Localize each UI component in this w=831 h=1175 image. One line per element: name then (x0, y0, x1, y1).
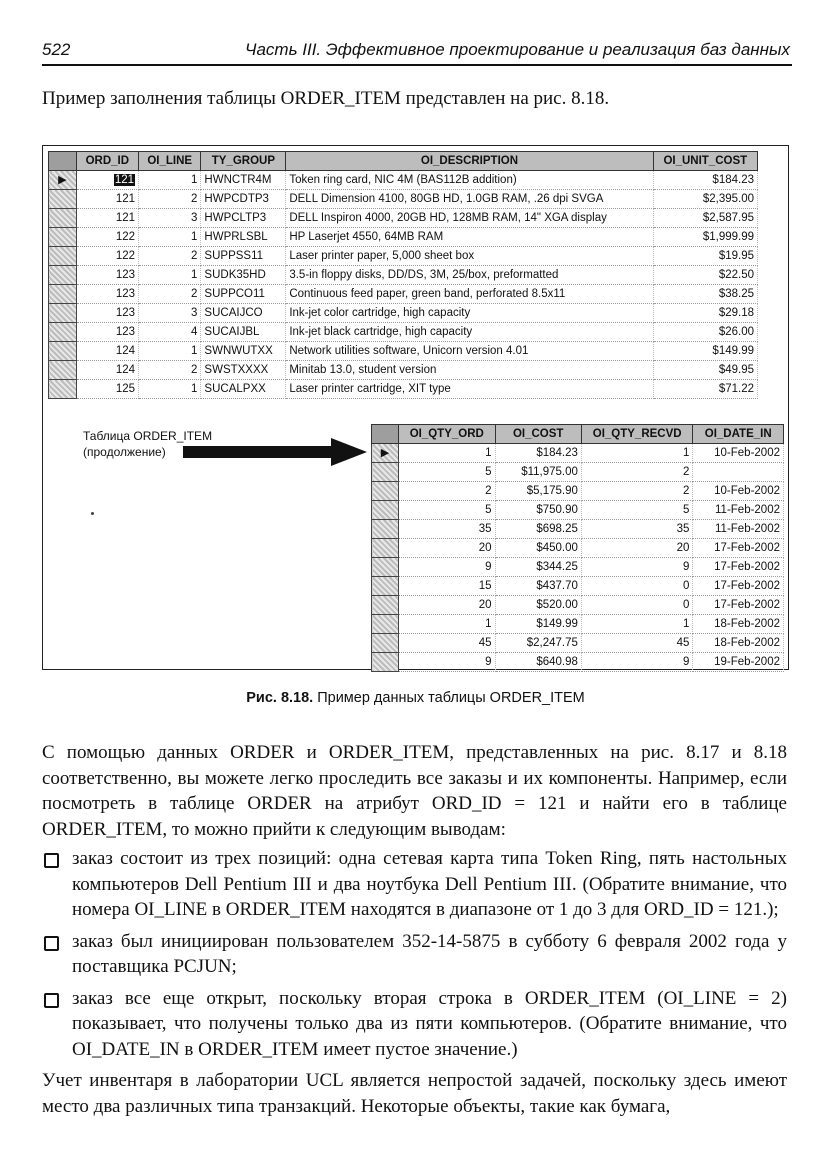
table-cell[interactable]: 19-Feb-2002 (693, 653, 784, 672)
table-cell[interactable]: 123 (76, 323, 138, 342)
page-number: 522 (42, 40, 71, 59)
row-selector[interactable] (49, 361, 77, 380)
table-cell[interactable]: $437.70 (495, 577, 581, 596)
table-cell[interactable]: 35 (399, 520, 496, 539)
table-cell[interactable]: HWPCLTP3 (201, 209, 286, 228)
table-cell[interactable]: 11-Feb-2002 (693, 520, 784, 539)
table-header-row (372, 425, 784, 444)
table-row[interactable] (372, 444, 784, 463)
table-cell[interactable]: 124 (76, 361, 138, 380)
table-cell[interactable]: HWNCTR4M (201, 171, 286, 190)
table-cell[interactable]: 20 (399, 596, 496, 615)
table-cell[interactable]: $750.90 (495, 501, 581, 520)
table-cell[interactable]: 2 (581, 463, 693, 482)
row-selector[interactable] (49, 380, 77, 399)
table-cell[interactable]: 2 (139, 285, 201, 304)
paragraph: Учет инвентаря в лаборатории UCL является непростой задачей, поскольку здесь имеют место два различных типа транзакций. Некоторые объекты, такие как бумага, (42, 1070, 787, 1117)
table-row[interactable] (49, 266, 758, 285)
row-selector[interactable] (49, 323, 77, 342)
order-item-continued-table (371, 424, 784, 672)
row-selector[interactable] (372, 501, 399, 520)
table-row[interactable] (49, 380, 758, 399)
table-cell[interactable] (693, 463, 784, 482)
table-cell[interactable]: SUCALPXX (201, 380, 286, 399)
table-cell[interactable]: $5,175.90 (495, 482, 581, 501)
figure-caption (0, 690, 831, 706)
table-cell[interactable]: 121 (76, 171, 138, 190)
table-cell[interactable]: 9 (399, 558, 496, 577)
table-cell[interactable]: Ink-jet color cartridge, high capacity (286, 304, 653, 323)
table-cell[interactable]: 1 (399, 615, 496, 634)
row-selector[interactable] (372, 596, 399, 615)
row-selector[interactable] (49, 285, 77, 304)
table-row[interactable] (372, 501, 784, 520)
column-header[interactable]: OI_COST (495, 425, 581, 444)
table-cell[interactable]: 3.5-in floppy disks, DD/DS, 3M, 25/box, preformatted (286, 266, 653, 285)
page-header (42, 38, 792, 66)
row-selector[interactable] (49, 190, 77, 209)
list-item-text: заказ состоит из трех позиций: одна сетевая карта типа Token Ring, пять настольных компьютеров Dell Pentium III и два ноутбука Dell Pentium III. (Обратите внимание, что номера OI_LINE в ORDER_ITEM находятся в диапазоне от 1 до 3 для ORD_ID = 121.); (72, 848, 787, 920)
table-cell[interactable]: $184.23 (653, 171, 757, 190)
table-row[interactable] (372, 634, 784, 653)
row-selector[interactable]: ▶ (372, 444, 399, 463)
paragraph: С помощью данных ORDER и ORDER_ITEM, представленных на рис. 8.17 и 8.18 соответственно, вы можете легко проследить все заказы и их компоненты. Например, если посмотреть в таблице ORDER на атрибут ORD_ID = 121 и найти его в таблице ORDER_ITEM, то можно прийти к следующим выводам: (42, 742, 787, 840)
order-item-table (48, 151, 758, 399)
table-cell[interactable]: 18-Feb-2002 (693, 615, 784, 634)
table-cell[interactable]: 15 (399, 577, 496, 596)
row-selector[interactable] (372, 653, 399, 672)
column-header[interactable]: OI_UNIT_COST (653, 152, 757, 171)
table-cell[interactable]: $49.95 (653, 361, 757, 380)
table-cell[interactable]: 18-Feb-2002 (693, 634, 784, 653)
table-cell[interactable]: $26.00 (653, 323, 757, 342)
table-cell[interactable]: 125 (76, 380, 138, 399)
row-selector[interactable] (372, 558, 399, 577)
table-cell[interactable]: Token ring card, NIC 4M (BAS112B addition) (286, 171, 653, 190)
table-cell[interactable]: 1 (581, 444, 693, 463)
table-cell[interactable]: 1 (139, 228, 201, 247)
dot-mark (91, 512, 94, 515)
table-row[interactable] (372, 539, 784, 558)
caption-label: Рис. 8.18. (246, 690, 314, 706)
row-selector[interactable]: ▶ (49, 171, 77, 190)
table-row[interactable] (372, 577, 784, 596)
table-cell[interactable]: $520.00 (495, 596, 581, 615)
table-row[interactable] (49, 323, 758, 342)
row-selector[interactable] (49, 266, 77, 285)
row-selector[interactable] (372, 615, 399, 634)
table-cell[interactable]: 0 (581, 577, 693, 596)
arrow-shaft (183, 446, 333, 458)
table-cell[interactable]: Continuous feed paper, green band, perforated 8.5x11 (286, 285, 653, 304)
table-row[interactable] (49, 285, 758, 304)
table-cell[interactable]: 1 (139, 171, 201, 190)
running-title: Часть III. Эффективное проектирование и реализация баз данных (245, 40, 790, 59)
table-cell[interactable]: 123 (76, 304, 138, 323)
column-header[interactable]: OI_DATE_IN (693, 425, 784, 444)
table-cell[interactable]: 5 (581, 501, 693, 520)
table-cell[interactable]: 1 (581, 615, 693, 634)
row-selector[interactable] (372, 539, 399, 558)
arrow-label-line-2: (продолжение) (83, 445, 166, 459)
table-cell[interactable]: SUCAIJCO (201, 304, 286, 323)
table-cell[interactable]: 9 (581, 653, 693, 672)
table-row[interactable] (49, 209, 758, 228)
table-cell[interactable]: 45 (399, 634, 496, 653)
table-cell[interactable]: HWPCDTP3 (201, 190, 286, 209)
column-header[interactable]: OI_QTY_RECVD (581, 425, 693, 444)
table-cell[interactable]: 20 (399, 539, 496, 558)
row-selector-corner[interactable] (372, 425, 399, 444)
table-cell[interactable]: 17-Feb-2002 (693, 577, 784, 596)
table-cell[interactable]: 5 (399, 501, 496, 520)
checkbox-bullet-icon (44, 936, 59, 951)
table-row[interactable] (49, 247, 758, 266)
table-cell[interactable]: 35 (581, 520, 693, 539)
list-item (42, 846, 787, 923)
table-cell[interactable]: 124 (76, 342, 138, 361)
row-selector[interactable] (372, 634, 399, 653)
table-cell[interactable]: $29.18 (653, 304, 757, 323)
table-row[interactable] (49, 171, 758, 190)
table-cell[interactable]: 17-Feb-2002 (693, 539, 784, 558)
arrow-right-icon (331, 438, 367, 466)
table-cell[interactable]: $698.25 (495, 520, 581, 539)
body-text (42, 740, 787, 1119)
table-row[interactable] (372, 463, 784, 482)
table-row[interactable] (372, 596, 784, 615)
table-cell[interactable]: SUDK35HD (201, 266, 286, 285)
table-header-row (49, 152, 758, 171)
column-header[interactable]: ORD_ID (76, 152, 138, 171)
table-cell[interactable]: Laser printer paper, 5,000 sheet box (286, 247, 653, 266)
table-cell[interactable]: 17-Feb-2002 (693, 558, 784, 577)
table-row[interactable] (372, 520, 784, 539)
table-cell[interactable]: Ink-jet black cartridge, high capacity (286, 323, 653, 342)
column-header[interactable]: OI_DESCRIPTION (286, 152, 653, 171)
table-cell[interactable]: 5 (399, 463, 496, 482)
table-cell[interactable]: $1,999.99 (653, 228, 757, 247)
table-cell[interactable]: 121 (76, 209, 138, 228)
row-selector[interactable] (372, 520, 399, 539)
table-cell[interactable]: SWNWUTXX (201, 342, 286, 361)
table-cell[interactable]: $2,247.75 (495, 634, 581, 653)
list-item (42, 929, 787, 980)
table-cell[interactable]: 9 (581, 558, 693, 577)
row-selector[interactable] (49, 228, 77, 247)
table-cell[interactable]: 9 (399, 653, 496, 672)
row-selector[interactable] (49, 209, 77, 228)
table-cell[interactable]: $640.98 (495, 653, 581, 672)
table-cell[interactable]: 20 (581, 539, 693, 558)
table-row[interactable] (49, 304, 758, 323)
row-selector[interactable] (372, 577, 399, 596)
table-cell[interactable]: Network utilities software, Unicorn version 4.01 (286, 342, 653, 361)
table-cell[interactable]: $2,395.00 (653, 190, 757, 209)
figure-8-18 (42, 145, 789, 670)
table-cell[interactable]: 123 (76, 285, 138, 304)
table-row[interactable] (372, 615, 784, 634)
table-cell[interactable]: $149.99 (653, 342, 757, 361)
list-item (42, 986, 787, 1063)
table-row[interactable] (49, 342, 758, 361)
table-cell[interactable]: $184.23 (495, 444, 581, 463)
table-cell[interactable]: 45 (581, 634, 693, 653)
table-cell[interactable]: 17-Feb-2002 (693, 596, 784, 615)
table-row[interactable] (49, 228, 758, 247)
bullet-list (42, 846, 787, 1062)
table-cell[interactable]: 10-Feb-2002 (693, 482, 784, 501)
table-cell[interactable]: 2 (139, 190, 201, 209)
table-cell[interactable]: $38.25 (653, 285, 757, 304)
table-cell[interactable]: SUPPCO11 (201, 285, 286, 304)
table-cell[interactable]: SUPPSS11 (201, 247, 286, 266)
list-item-text: заказ был инициирован пользователем 352-14-5875 в субботу 6 февраля 2002 года у поставщика PCJUN; (72, 930, 787, 977)
row-selector[interactable] (372, 463, 399, 482)
checkbox-bullet-icon (44, 853, 59, 868)
table-cell[interactable]: HP Laserjet 4550, 64MB RAM (286, 228, 653, 247)
table-cell[interactable]: 121 (76, 190, 138, 209)
table-cell[interactable]: 4 (139, 323, 201, 342)
table-cell[interactable]: $2,587.95 (653, 209, 757, 228)
table-cell[interactable]: SUCAIJBL (201, 323, 286, 342)
table-cell[interactable]: 11-Feb-2002 (693, 501, 784, 520)
table-cell[interactable]: 10-Feb-2002 (693, 444, 784, 463)
table-cell[interactable]: $22.50 (653, 266, 757, 285)
table-cell[interactable]: 1 (139, 266, 201, 285)
table-row[interactable] (372, 482, 784, 501)
table-cell[interactable]: DELL Inspiron 4000, 20GB HD, 128MB RAM, 14" XGA display (286, 209, 653, 228)
caption-text: Пример данных таблицы ORDER_ITEM (317, 690, 585, 706)
column-header[interactable]: OI_LINE (139, 152, 201, 171)
row-selector[interactable] (49, 304, 77, 323)
table-cell[interactable]: $450.00 (495, 539, 581, 558)
table-cell[interactable]: $71.22 (653, 380, 757, 399)
table-cell[interactable]: 122 (76, 228, 138, 247)
table-cell[interactable]: HWPRLSBL (201, 228, 286, 247)
list-item-text: заказ все еще открыт, поскольку вторая строка в ORDER_ITEM (OI_LINE = 2) показывает, что получены только два из пяти компьютеров. (Обратите внимание, что OI_DATE_IN в ORDER_ITEM имеет пустое значение.) (72, 987, 787, 1060)
table-cell[interactable]: 2 (139, 247, 201, 266)
table-cell[interactable]: 1 (399, 444, 496, 463)
table-cell[interactable]: 3 (139, 304, 201, 323)
table-cell[interactable]: $19.95 (653, 247, 757, 266)
column-header[interactable]: TY_GROUP (201, 152, 286, 171)
table-cell[interactable]: DELL Dimension 4100, 80GB HD, 1.0GB RAM, .26 dpi SVGA (286, 190, 653, 209)
table-cell[interactable]: 1 (139, 342, 201, 361)
checkbox-bullet-icon (44, 993, 59, 1008)
table-cell[interactable]: 123 (76, 266, 138, 285)
table-row[interactable] (372, 653, 784, 672)
column-header[interactable]: OI_QTY_ORD (399, 425, 496, 444)
intro-text: Пример заполнения таблицы ORDER_ITEM представлен на рис. 8.18. (42, 88, 610, 109)
table-cell[interactable]: 2 (581, 482, 693, 501)
table-cell[interactable]: 2 (399, 482, 496, 501)
row-selector[interactable] (49, 342, 77, 361)
table-cell[interactable]: Minitab 13.0, student version (286, 361, 653, 380)
table-cell[interactable]: Laser printer cartridge, XIT type (286, 380, 653, 399)
table-cell[interactable]: $11,975.00 (495, 463, 581, 482)
table-cell[interactable]: 3 (139, 209, 201, 228)
table-cell[interactable]: 122 (76, 247, 138, 266)
arrow-label-line-1: Таблица ORDER_ITEM (83, 429, 213, 443)
table-cell[interactable]: 0 (581, 596, 693, 615)
table-cell[interactable]: $344.25 (495, 558, 581, 577)
table-row[interactable] (49, 361, 758, 380)
row-selector[interactable] (49, 247, 77, 266)
row-selector-corner[interactable] (49, 152, 77, 171)
table-cell[interactable]: SWSTXXXX (201, 361, 286, 380)
row-selector[interactable] (372, 482, 399, 501)
table-row[interactable] (49, 190, 758, 209)
table-cell[interactable]: $149.99 (495, 615, 581, 634)
table-row[interactable] (372, 558, 784, 577)
table-cell[interactable]: 1 (139, 380, 201, 399)
table-cell[interactable]: 2 (139, 361, 201, 380)
